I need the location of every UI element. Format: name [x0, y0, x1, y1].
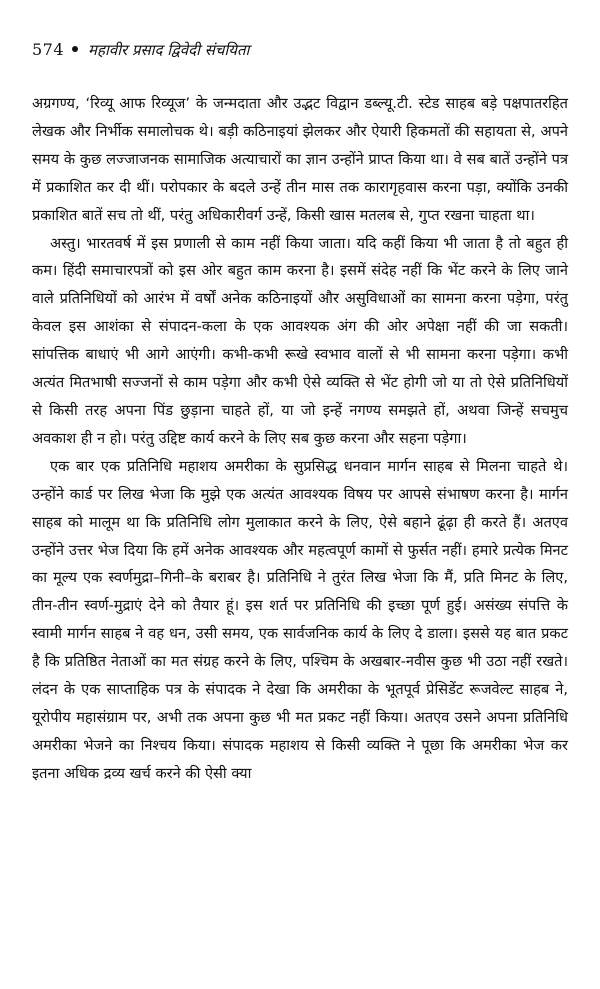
bullet-separator-icon — [72, 46, 78, 52]
page-number: 574 — [32, 40, 65, 59]
page-header — [32, 40, 568, 72]
book-page — [32, 40, 568, 788]
body-text — [32, 90, 568, 788]
paragraph-1: अग्रगण्य, ‘रिव्यू आफ रिव्यूज’ के जन्मदाता और उद्भट विद्वान डब्ल्यू.टी. स्टेड साहब बड़े पक्षपातरहित लेखक और निर्भीक समालोचक थे। बड़ी कठिनाइयां झेलकर और ऐयारी हिकमतों की सहायता से, अपने समय के कुछ लज्जाजनक सामाजिक अत्याचारों का ज्ञान उन्होंने प्राप्त किया था। वे सब बातें उन्होंने पत्र में प्रकाशित कर दी थीं। परोपकार के बदले उन्हें तीन मास तक कारागृहवास करना पड़ा, क्योंकि उनकी प्रकाशित बातें सच तो थीं, परंतु अधिकारीवर्ग उन्हें, किसी खास मतलब से, गुप्त रखना चाहता था। — [32, 95, 568, 224]
running-title: महावीर प्रसाद द्विवेदी संचयिता — [88, 41, 250, 59]
paragraph-2: अस्तु। भारतवर्ष में इस प्रणाली से काम नहीं किया जाता। यदि कहीं किया भी जाता है तो बहुत ही कम। हिंदी समाचारपत्रों को इस ओर बहुत काम करना है। इसमें संदेह नहीं कि भेंट करने के लिए जाने वाले प्रतिनिधियों को आरंभ में वर्षों अनेक कठिनाइयों और असुविधाओं का सामना करना पड़ेगा, परंतु केवल इस आशंका से संपादन-कला के एक आवश्यक अंग की ओर अपेक्षा नहीं की जा सकती। सांपत्तिक बाधाएं भी आगे आएंगी। कभी-कभी रूखे स्वभाव वालों से भी सामना करना पड़ेगा। कभी अत्यंत मितभाषी सज्जनों से काम पड़ेगा और कभी ऐसे व्यक्ति से भेंट होगी जो या तो ऐसे प्रतिनिधियों से किसी तरह अपना पिंड छुड़ाना चाहते हों, या जो इन्हें नगण्य समझते हों, अथवा जिन्हें सचमुच अवकाश ही न हो। परंतु उद्दिष्ट कार्य करने के लिए सब कुछ करना और सहना पड़ेगा। — [32, 234, 568, 447]
paragraph-3: एक बार एक प्रतिनिधि महाशय अमरीका के सुप्रसिद्ध धनवान मार्गन साहब से मिलना चाहते थे। उन्होंने कार्ड पर लिख भेजा कि मुझे एक अत्यंत आवश्यक विषय पर आपसे संभाषण करना है। मार्गन साहब को मालूम था कि प्रतिनिधि लोग मुलाकात करने के लिए, ऐसे बहाने ढूंढ़ा ही करते हैं। अतएव उन्होंने उत्तर भेज दिया कि हमें अनेक आवश्यक और महत्वपूर्ण कामों से फुर्सत नहीं। हमारे प्रत्येक मिनट का मूल्य एक स्वर्णमुद्रा–गिनी–के बराबर है। प्रतिनिधि ने तुरंत लिख भेजा कि मैं, प्रति मिनट के लिए, तीन-तीन स्वर्ण-मुद्राएं देने को तैयार हूं। इस शर्त पर प्रतिनिधि की इच्छा पूर्ण हुई। असंख्य संपत्ति के स्वामी मार्गन साहब ने वह धन, उसी समय, एक सार्वजनिक कार्य के लिए दे डाला। इससे यह बात प्रकट है कि प्रतिष्ठित नेताओं का मत संग्रह करने के लिए, पश्चिम के अखबार-नवीस कुछ भी उठा नहीं रखते। लंदन के एक साप्ताहिक पत्र के संपादक ने देखा कि अमरीका के भूतपूर्व प्रेसिडेंट रूजवेल्ट साहब ने, यूरोपीय महासंग्राम पर, अभी तक अपना कुछ भी मत प्रकट नहीं किया। अतएव उसने अपना प्रतिनिधि अमरीका भेजने का निश्चय किया। संपादक महाशय से किसी व्यक्ति ने पूछा कि अमरीका भेज कर इतना अधिक द्रव्य खर्च करने की ऐसी क्या — [32, 457, 568, 782]
